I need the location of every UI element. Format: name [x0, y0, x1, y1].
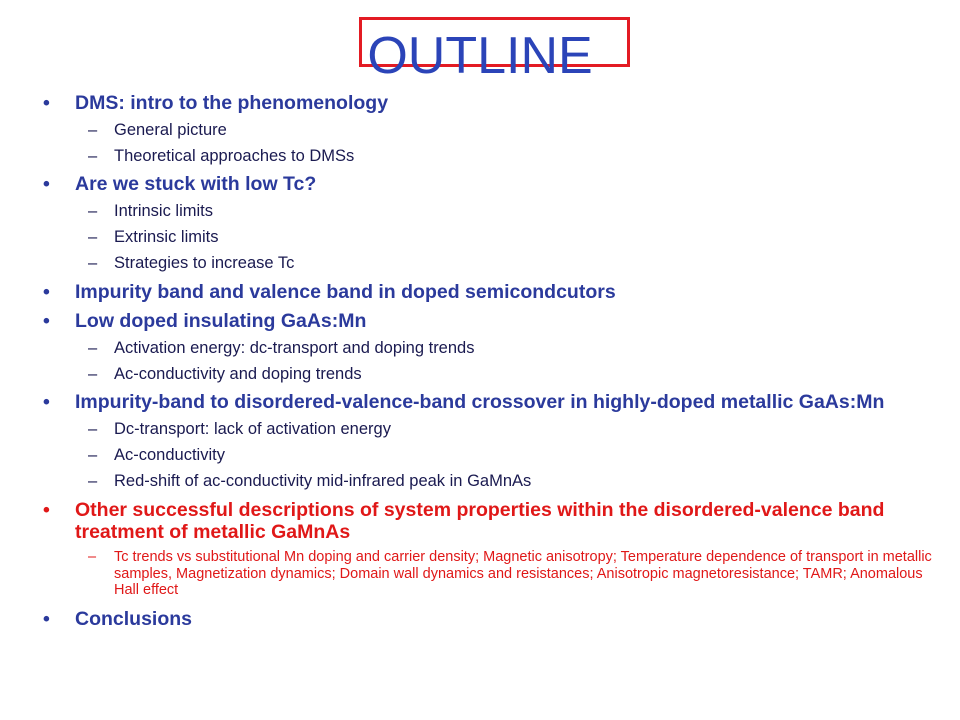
- outline-subitem-highlight: [43, 549, 943, 599]
- bullet-icon: •: [43, 310, 50, 332]
- outline-item-label: Impurity band and valence band in doped semicondcutors: [75, 281, 616, 303]
- dash-icon: –: [88, 121, 98, 139]
- outline-item: [43, 281, 943, 303]
- slide-title: OUTLINE: [367, 27, 593, 85]
- outline-subitem-label: Extrinsic limits: [114, 228, 219, 246]
- outline-subitem-label: Activation energy: dc-transport and doping trends: [114, 339, 475, 357]
- outline-item-label: Conclusions: [75, 607, 193, 630]
- bullet-icon: •: [43, 499, 50, 521]
- outline-item-label: DMS: intro to the phenomenology: [75, 92, 389, 114]
- outline-subitem-label: Strategies to increase Tc: [114, 254, 295, 272]
- outline-subitem-label: Theoretical approaches to DMSs: [114, 147, 355, 165]
- dash-icon: –: [88, 420, 98, 438]
- outline-item: [43, 391, 943, 413]
- outline-subitem-label: Ac-conductivity: [114, 446, 225, 464]
- outline-subitem-label: Red-shift of ac-conductivity mid-infrared peak in GaMnAs: [114, 472, 532, 490]
- outline-subitem: [43, 146, 943, 166]
- dash-icon: –: [88, 472, 98, 490]
- dash-icon: –: [88, 549, 97, 565]
- outline-subitem: [43, 471, 943, 491]
- outline-subitem: [43, 419, 943, 439]
- outline-item: [43, 608, 943, 630]
- outline-subitem-label: Intrinsic limits: [114, 202, 214, 220]
- outline-subitem: [43, 253, 943, 273]
- outline-item: [43, 92, 943, 114]
- outline-item-label: Low doped insulating GaAs:Mn: [75, 310, 367, 332]
- outline-subitem-label: General picture: [114, 121, 227, 139]
- bullet-icon: •: [43, 281, 50, 303]
- outline-subitem-label: Dc-transport: lack of activation energy: [114, 420, 391, 438]
- dash-icon: –: [88, 365, 98, 383]
- outline-item-label: Are we stuck with low Tc?: [75, 173, 317, 195]
- outline-item-label: Other successful descriptions of system properties within the disordered-valence band treatment of metallic GaMnAs: [75, 499, 885, 543]
- outline-item-highlight: [43, 499, 943, 543]
- outline-list: [43, 92, 943, 630]
- bullet-icon: •: [43, 173, 50, 195]
- dash-icon: –: [88, 446, 98, 464]
- outline-item: [43, 310, 943, 332]
- outline-item-label: Impurity-band to disordered-valence-band crossover in highly-doped metallic GaAs:Mn: [75, 391, 885, 413]
- outline-subitem-label: Tc trends vs substitutional Mn doping and carrier density; Magnetic anisotropy; Temperature dependence of transport in metallic samples, Magnetization dynamics; Domain wall dynamics and resistances; Anisotropic magnetoresistance; TAMR; Anomalous Hall effect: [114, 549, 932, 598]
- dash-icon: –: [88, 254, 98, 272]
- outline-subitem-label: Ac-conductivity and doping trends: [114, 365, 362, 383]
- outline-subitem: [43, 445, 943, 465]
- outline-subitem: [43, 201, 943, 221]
- outline-subitem: [43, 120, 943, 140]
- bullet-icon: •: [43, 607, 50, 630]
- outline-subitem: [43, 364, 943, 384]
- bullet-icon: •: [43, 391, 50, 413]
- outline-subitem: [43, 227, 943, 247]
- dash-icon: –: [88, 202, 98, 220]
- outline-item: [43, 173, 943, 195]
- dash-icon: –: [88, 228, 98, 246]
- dash-icon: –: [88, 339, 98, 357]
- outline-subitem: [43, 338, 943, 358]
- bullet-icon: •: [43, 92, 50, 114]
- dash-icon: –: [88, 147, 98, 165]
